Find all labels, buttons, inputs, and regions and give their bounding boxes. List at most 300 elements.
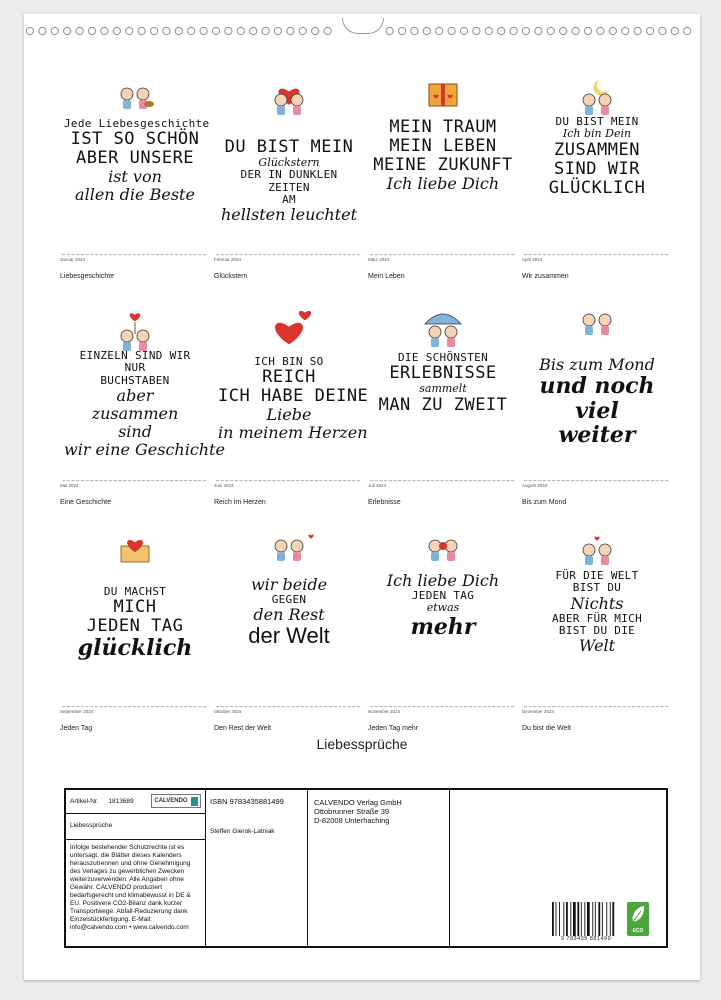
spiral-ring: [188, 27, 195, 34]
day-mark: [646, 706, 649, 707]
day-mark: [595, 254, 598, 255]
heart-icon: [594, 537, 599, 541]
saying-line: der Welt: [248, 623, 330, 649]
day-mark: [165, 706, 168, 707]
day-mark: [408, 480, 411, 481]
day-mark: [426, 254, 429, 255]
boy-body-icon: [277, 106, 285, 115]
day-mark: [502, 254, 505, 255]
day-mark: [343, 706, 346, 707]
day-mark: [305, 254, 308, 255]
day-mark: [277, 706, 280, 707]
day-mark: [455, 254, 458, 255]
boy-body-icon: [431, 338, 439, 347]
day-mark: [282, 706, 285, 707]
girl-head-icon: [291, 94, 303, 106]
day-mark: [235, 254, 238, 255]
saying-line: Ich bin Dein: [562, 127, 632, 141]
day-mark: [543, 254, 546, 255]
tile-caption: Wir zusammen: [522, 273, 569, 280]
day-mark: [417, 706, 420, 707]
day-mark: [455, 706, 458, 707]
day-mark: [263, 254, 266, 255]
day-mark: [552, 706, 555, 707]
tile-saying: [218, 138, 360, 224]
day-mark: [492, 254, 495, 255]
day-mark: [291, 706, 294, 707]
boy-body-icon: [585, 326, 593, 335]
day-mark: [90, 254, 93, 255]
day-mark: [552, 480, 555, 481]
day-mark: [497, 254, 500, 255]
date-strip: [522, 254, 672, 262]
saying-line: etwas: [426, 601, 460, 615]
day-mark: [203, 706, 206, 707]
saying-line: Glückstern: [258, 156, 320, 170]
date-strip: [214, 480, 364, 488]
day-mark: [86, 706, 89, 707]
day-mark: [137, 254, 140, 255]
day-mark: [562, 706, 565, 707]
spiral-ring: [299, 27, 306, 34]
day-mark: [165, 480, 168, 481]
info-column-barcode: [450, 790, 666, 946]
day-mark: [656, 480, 659, 481]
spiral-ring: [485, 27, 492, 34]
day-mark: [538, 480, 541, 481]
day-mark: [282, 480, 285, 481]
tile-caption: Liebesgeschichte: [60, 273, 115, 280]
day-mark: [660, 706, 663, 707]
saying-line: ABER FÜR MICH: [552, 611, 642, 625]
day-mark: [403, 254, 406, 255]
day-mark: [450, 254, 453, 255]
tile-saying: [64, 349, 225, 459]
day-mark: [637, 254, 640, 255]
barcode-bar: [592, 902, 593, 936]
day-mark: [151, 706, 154, 707]
day-mark: [329, 706, 332, 707]
day-mark: [651, 706, 654, 707]
day-mark: [301, 480, 304, 481]
barcode-bar: [598, 902, 600, 936]
day-mark: [450, 706, 453, 707]
day-mark: [296, 254, 299, 255]
day-mark: [348, 480, 351, 481]
spiral-ring: [262, 27, 269, 34]
day-mark: [506, 480, 509, 481]
saying-line: glücklich: [77, 635, 193, 662]
tile-caption: Den Rest der Welt: [214, 725, 272, 732]
spiral-ring: [498, 27, 505, 34]
day-mark: [562, 480, 565, 481]
day-mark: [375, 254, 378, 255]
day-mark: [165, 254, 168, 255]
day-mark: [334, 706, 337, 707]
day-mark: [450, 480, 453, 481]
tile-saying: [526, 570, 668, 655]
month-label: Oktober 2024: [214, 709, 242, 714]
day-mark: [189, 480, 192, 481]
spiral-ring: [510, 27, 517, 34]
day-mark: [170, 480, 173, 481]
day-mark: [660, 480, 663, 481]
eco-label: ECO: [632, 928, 644, 934]
girl-head-icon: [599, 94, 611, 106]
day-mark: [254, 706, 257, 707]
day-mark: [394, 480, 397, 481]
day-mark: [609, 254, 612, 255]
day-mark: [338, 480, 341, 481]
day-mark: [151, 254, 154, 255]
day-mark: [175, 254, 178, 255]
day-mark: [459, 254, 462, 255]
spiral-ring: [225, 27, 232, 34]
day-mark: [67, 480, 70, 481]
day-mark: [123, 480, 126, 481]
day-mark: [216, 706, 219, 707]
day-mark: [343, 480, 346, 481]
day-mark: [240, 254, 243, 255]
day-mark: [352, 480, 355, 481]
spiral-ring: [659, 27, 666, 34]
day-mark: [109, 480, 112, 481]
day-mark: [394, 254, 397, 255]
tile-saying: [218, 355, 369, 443]
day-mark: [221, 480, 224, 481]
day-mark: [492, 706, 495, 707]
boy-body-icon: [123, 100, 131, 109]
day-mark: [203, 254, 206, 255]
day-mark: [627, 706, 630, 707]
month-label: Mai 2024: [60, 483, 79, 488]
tile-saying: [372, 572, 514, 639]
day-mark: [529, 480, 532, 481]
spiral-ring: [386, 27, 393, 34]
spiral-ring: [274, 27, 281, 34]
day-mark: [557, 706, 560, 707]
date-strip: [368, 480, 518, 488]
day-mark: [194, 706, 197, 707]
day-mark: [408, 254, 411, 255]
barcode-bar: [563, 902, 564, 936]
date-strip: [368, 254, 518, 262]
saying-line: mehr: [410, 613, 476, 640]
day-mark: [646, 480, 649, 481]
day-mark: [417, 254, 420, 255]
day-mark: [123, 254, 126, 255]
saying-line: MICH: [113, 597, 157, 618]
saying-line: Bis zum Mond: [539, 355, 655, 374]
day-mark: [533, 706, 536, 707]
day-mark: [379, 254, 382, 255]
day-mark: [389, 254, 392, 255]
day-mark: [623, 480, 626, 481]
day-mark: [646, 254, 649, 255]
day-mark: [483, 254, 486, 255]
day-mark: [189, 706, 192, 707]
day-mark: [133, 254, 136, 255]
day-mark: [445, 706, 448, 707]
month-label: Januar 2024: [60, 257, 86, 262]
day-mark: [272, 254, 275, 255]
day-mark: [310, 254, 313, 255]
day-mark: [422, 706, 425, 707]
day-mark: [258, 706, 261, 707]
tile-caption: Eine Geschichte: [60, 499, 111, 506]
day-mark: [604, 706, 607, 707]
day-mark: [272, 480, 275, 481]
spiral-ring: [622, 27, 629, 34]
spiral-ring: [76, 27, 83, 34]
day-mark: [142, 254, 145, 255]
day-mark: [660, 254, 663, 255]
day-mark: [147, 480, 150, 481]
day-mark: [585, 480, 588, 481]
day-mark: [268, 254, 271, 255]
day-mark: [287, 254, 290, 255]
day-mark: [408, 706, 411, 707]
day-mark: [632, 480, 635, 481]
day-mark: [488, 480, 491, 481]
barcode-bar: [559, 902, 560, 936]
barcode-bar: [570, 902, 571, 936]
saying-line: MEINE ZUKUNFT: [373, 155, 513, 176]
day-mark: [538, 706, 541, 707]
month-label: Juni 2024: [214, 483, 234, 488]
day-mark: [334, 480, 337, 481]
date-strip: [60, 480, 210, 488]
day-mark: [216, 480, 219, 481]
day-mark: [170, 254, 173, 255]
day-mark: [282, 254, 285, 255]
day-mark: [133, 480, 136, 481]
day-mark: [343, 254, 346, 255]
tile-saying: [372, 352, 514, 415]
day-mark: [291, 254, 294, 255]
day-mark: [548, 706, 551, 707]
day-mark: [552, 254, 555, 255]
day-mark: [319, 254, 322, 255]
spiral-ring: [200, 27, 207, 34]
day-mark: [156, 254, 159, 255]
saying-line: BUCHSTABEN: [100, 373, 170, 387]
day-mark: [590, 706, 593, 707]
saying-line: DIE SCHÖNSTEN: [398, 351, 488, 364]
day-mark: [161, 254, 164, 255]
day-mark: [473, 480, 476, 481]
saying-line: in meinem Herzen: [218, 423, 368, 443]
day-mark: [464, 706, 467, 707]
day-mark: [422, 480, 425, 481]
day-mark: [426, 706, 429, 707]
flower-bouquet-icon: [439, 542, 447, 550]
day-mark: [441, 254, 444, 255]
spiral-ring: [411, 27, 418, 34]
day-mark: [441, 706, 444, 707]
day-mark: [137, 480, 140, 481]
day-mark: [398, 706, 401, 707]
spiral-ring: [522, 27, 529, 34]
day-mark: [595, 480, 598, 481]
day-mark: [599, 254, 602, 255]
day-mark: [268, 706, 271, 707]
day-mark: [76, 254, 79, 255]
day-mark: [118, 254, 121, 255]
day-mark: [436, 480, 439, 481]
day-mark: [62, 706, 65, 707]
day-mark: [263, 706, 266, 707]
boy-head-icon: [121, 330, 133, 342]
spiral-ring: [460, 27, 467, 34]
saying-line: EINZELN SIND WIR: [79, 349, 191, 362]
saying-line: und noch: [539, 372, 655, 399]
day-mark: [627, 480, 630, 481]
day-mark: [128, 706, 131, 707]
day-mark: [557, 480, 560, 481]
day-mark: [613, 480, 616, 481]
spiral-ring: [609, 27, 616, 34]
day-mark: [324, 706, 327, 707]
day-mark: [180, 706, 183, 707]
day-mark: [319, 480, 322, 481]
saying-line: ABER UNSERE: [75, 148, 195, 169]
month-label: Februar 2024: [214, 257, 242, 262]
barcode-bar: [552, 902, 554, 936]
moon-icon: [593, 80, 609, 96]
day-mark: [665, 480, 668, 481]
day-mark: [329, 480, 332, 481]
day-mark: [225, 480, 228, 481]
boy-head-icon: [583, 544, 595, 556]
saying-line: DU BIST MEIN: [224, 137, 354, 157]
saying-line: DU MACHST: [103, 585, 167, 598]
day-mark: [412, 254, 415, 255]
girl-body-icon: [601, 326, 609, 335]
day-mark: [497, 706, 500, 707]
day-mark: [469, 480, 472, 481]
spiral-ring: [126, 27, 133, 34]
saying-line: ICH HABE DEINE: [218, 386, 369, 407]
day-mark: [571, 480, 574, 481]
boy-head-icon: [429, 326, 441, 338]
day-mark: [123, 706, 126, 707]
day-mark: [334, 254, 337, 255]
boy-head-icon: [583, 94, 595, 106]
day-mark: [651, 254, 654, 255]
saying-line: wir beide: [250, 575, 328, 594]
spiral-ring: [671, 27, 678, 34]
day-mark: [100, 254, 103, 255]
day-mark: [352, 706, 355, 707]
day-mark: [184, 254, 187, 255]
day-mark: [305, 480, 308, 481]
day-mark: [170, 706, 173, 707]
big-heart-icon: [275, 323, 303, 345]
day-mark: [431, 480, 434, 481]
spiral-ring: [560, 27, 567, 34]
day-mark: [315, 480, 318, 481]
spiral-ring: [64, 27, 71, 34]
day-mark: [403, 706, 406, 707]
product-title: Liebessprüche: [70, 822, 113, 829]
day-mark: [296, 706, 299, 707]
day-mark: [184, 706, 187, 707]
spiral-ring: [547, 27, 554, 34]
saying-line: weiter: [558, 422, 636, 449]
day-mark: [632, 706, 635, 707]
day-mark: [194, 480, 197, 481]
day-mark: [412, 480, 415, 481]
saying-line: REICH: [262, 367, 316, 388]
day-mark: [142, 480, 145, 481]
day-mark: [254, 480, 257, 481]
day-mark: [142, 706, 145, 707]
day-mark: [189, 254, 192, 255]
day-mark: [566, 706, 569, 707]
month-label: September 2024: [60, 709, 94, 714]
saying-line: AM: [282, 192, 296, 206]
spiral-ring: [138, 27, 145, 34]
saying-line: DU BIST MEIN: [555, 115, 639, 128]
saying-line: sind: [118, 421, 152, 441]
day-mark: [445, 254, 448, 255]
day-mark: [258, 480, 261, 481]
saying-line: wir eine Geschichte: [64, 439, 225, 459]
day-mark: [576, 706, 579, 707]
day-mark: [478, 480, 481, 481]
day-mark: [184, 480, 187, 481]
day-mark: [492, 480, 495, 481]
day-mark: [128, 480, 131, 481]
day-mark: [287, 706, 290, 707]
girl-body-icon: [293, 552, 301, 561]
day-mark: [357, 480, 360, 481]
day-mark: [128, 254, 131, 255]
day-mark: [384, 254, 387, 255]
barcode: [550, 902, 622, 936]
day-mark: [352, 254, 355, 255]
day-mark: [180, 480, 183, 481]
day-mark: [524, 480, 527, 481]
day-mark: [543, 706, 546, 707]
tile-caption: Glückstern: [214, 273, 248, 280]
spiral-ring: [634, 27, 641, 34]
day-mark: [431, 254, 434, 255]
day-mark: [86, 480, 89, 481]
day-mark: [109, 706, 112, 707]
tile-saying: [526, 356, 668, 448]
month-label: August 2024: [522, 483, 548, 488]
day-mark: [180, 254, 183, 255]
day-mark: [90, 480, 93, 481]
day-mark: [198, 706, 201, 707]
day-mark: [445, 480, 448, 481]
boy-body-icon: [277, 552, 285, 561]
girl-head-icon: [137, 330, 149, 342]
eco-leaf-icon: [627, 902, 649, 936]
day-mark: [230, 254, 233, 255]
day-mark: [469, 254, 472, 255]
day-mark: [324, 254, 327, 255]
spiral-ring: [150, 27, 157, 34]
spiral-ring: [88, 27, 95, 34]
day-mark: [147, 254, 150, 255]
boy-body-icon: [585, 556, 593, 565]
day-mark: [240, 706, 243, 707]
boy-head-icon: [275, 540, 287, 552]
spiral-ring: [572, 27, 579, 34]
